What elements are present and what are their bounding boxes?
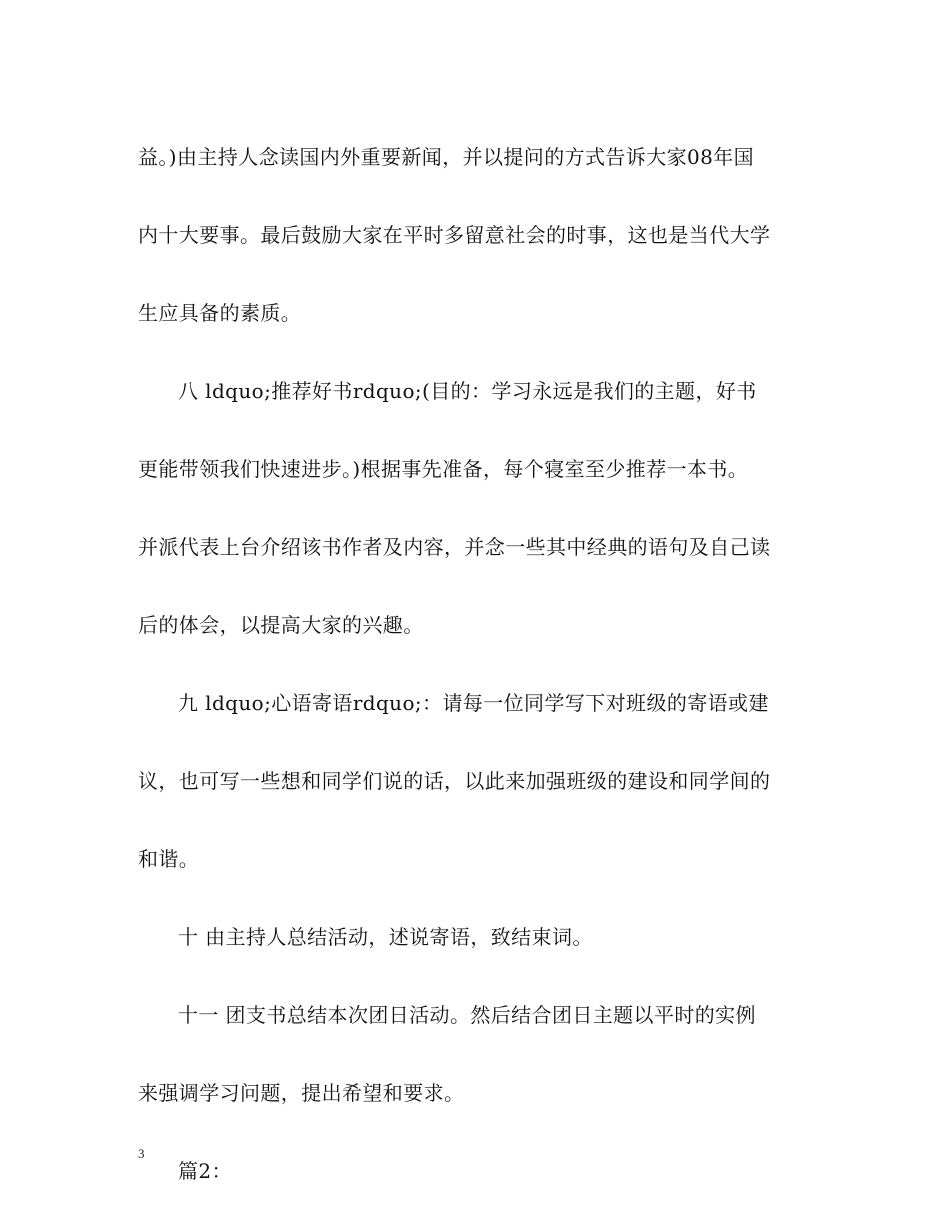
text-line: 和谐。 — [138, 847, 200, 871]
paragraph-host-summary — [138, 917, 828, 957]
text-line: 更能带领我们快速进步。)根据事先准备，每个寝室至少推荐一本书。 — [138, 457, 749, 481]
text-line: 八 ldquo;推荐好书rdquo;(目的：学习永远是我们的主题，好书 — [178, 379, 757, 403]
paragraph-recommend-books — [138, 371, 828, 645]
section-heading: 篇2： — [178, 1159, 232, 1183]
paragraph-messages — [138, 683, 828, 879]
text-line: 后的体会，以提高大家的兴趣。 — [138, 613, 424, 637]
paragraph-news — [138, 137, 828, 333]
text-line: 益。)由主持人念读国内外重要新闻，并以提问的方式告诉大家08年国 — [138, 145, 755, 169]
text-line: 议，也可写一些想和同学们说的话，以此来加强班级的建设和同学间的 — [138, 769, 771, 793]
text-line: 十一 团支书总结本次团日活动。然后结合团日主题以平时的实例 — [178, 1003, 756, 1027]
text-line: 来强调学习问题，提出希望和要求。 — [138, 1081, 465, 1105]
text-line: 十 由主持人总结活动，述说寄语，致结束词。 — [178, 925, 593, 949]
document-body — [138, 137, 828, 1191]
text-line: 生应具备的素质。 — [138, 301, 302, 325]
paragraph-part-2-heading — [138, 1151, 828, 1191]
paragraph-secretary-summary — [138, 995, 828, 1113]
page-number: 3 — [138, 1146, 145, 1161]
text-line: 内十大要事。最后鼓励大家在平时多留意社会的时事，这也是当代大学 — [138, 223, 771, 247]
text-line: 九 ldquo;心语寄语rdquo;：请每一位同学写下对班级的寄语或建 — [178, 691, 769, 715]
text-line: 并派代表上台介绍该书作者及内容，并念一些其中经典的语句及自己读 — [138, 535, 771, 559]
